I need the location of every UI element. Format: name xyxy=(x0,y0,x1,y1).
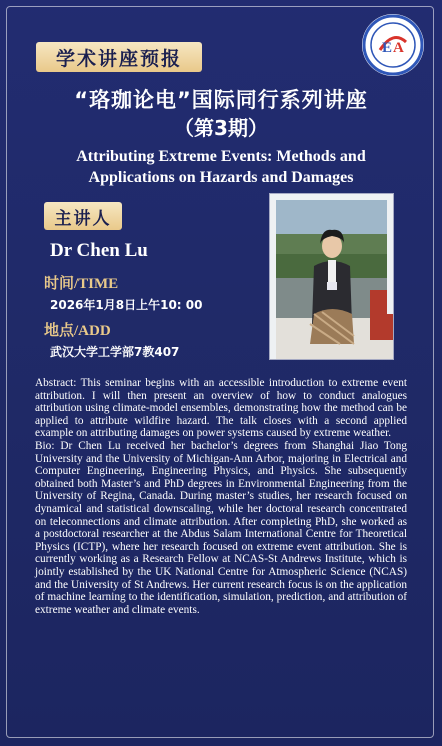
place-value: 武汉大学工学部7教407 xyxy=(50,345,180,359)
abstract-paragraph: Abstract: This seminar begins with an accessible introduction to extreme event attribution. I will then present an overview of how to conduct analogues attribution using climate-model ensembles, demonstrating how the method can be applied to attribute wildfire hazard. The talk closes with a second applied example on attributing damages on power systems caused by extreme weather. xyxy=(35,377,407,440)
university-seal-logo-icon xyxy=(360,12,426,78)
time-value: 2026年1月8日上午10: 00 xyxy=(50,298,203,312)
speaker-name: Dr Chen Lu xyxy=(50,240,148,261)
place-label: 地点/ADD xyxy=(44,323,111,339)
time-label: 时间/TIME xyxy=(44,276,119,292)
bio-paragraph: Bio: Dr Chen Lu received her bachelor’s degrees from Shanghai Jiao Tong University and the University of Michigan-Ann Arbor, majoring in Electrical and Computer Engineering, Engineering Physics, and Physics. She subsequently obtained both Master’s and PhD degrees in Environmental Engineering from the University of Regina, Canada. During master’s studies, her research focused on dynamical and statistical downscaling, while her doctoral research concentrated on teleconnections and climate attribution. After completing PhD, she worked as a postdoctoral researcher at the Abdus Salam International Centre for Theoretical Physics (ICTP), where her research focused on extreme event attribution. She is currently working as a Research Fellow at NCAS-St Andrews Institute, which is jointly established by the UK National Centre for Atmospheric Science (NCAS) and the University of St Andrews. Her current research focus is on the application of machine learning to the identification, simulation, prediction, and attribution of extreme weather and climate events. xyxy=(35,439,407,616)
lecture-notice-badge: 学术讲座预报 xyxy=(36,42,202,72)
description-text xyxy=(35,377,407,616)
svg-text:A: A xyxy=(393,40,404,56)
speaker-tag: 主讲人 xyxy=(44,202,122,230)
speaker-portrait-icon xyxy=(269,193,394,360)
series-title: “珞珈论电”国际同行系列讲座 xyxy=(74,88,368,112)
svg-text:E: E xyxy=(382,40,393,56)
talk-title: Attributing Extreme Events: Methods and Applications on Hazards and Damages xyxy=(76,148,366,186)
session-number: （第3期） xyxy=(174,116,268,140)
